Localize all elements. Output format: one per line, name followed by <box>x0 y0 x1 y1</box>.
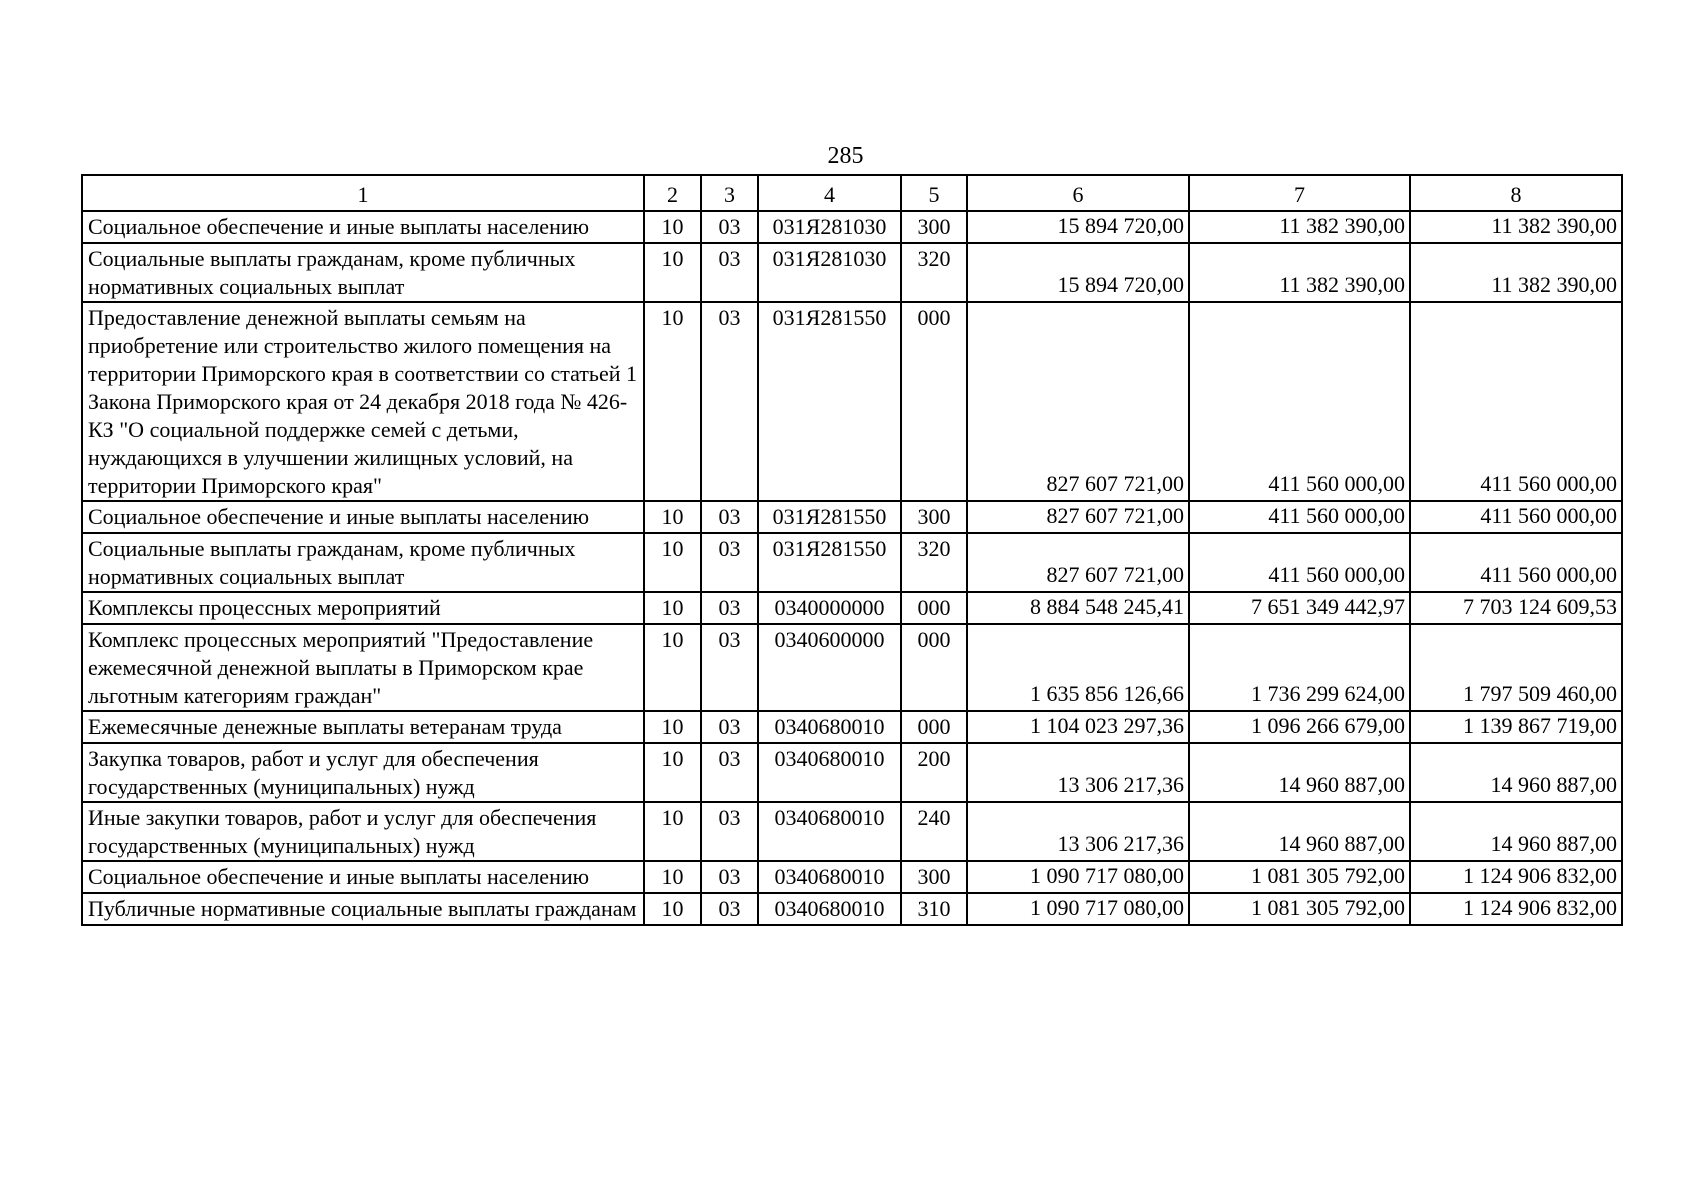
expense-type-code-cell: 300 <box>901 861 967 893</box>
section-code-cell: 10 <box>644 302 701 501</box>
header-cell: 4 <box>758 175 901 211</box>
expense-type-code-cell: 300 <box>901 211 967 243</box>
expense-type-code-cell: 320 <box>901 533 967 592</box>
amount-year2-cell: 14 960 887,00 <box>1189 802 1410 861</box>
target-item-code-cell: 0340680010 <box>758 893 901 925</box>
row-name-cell: Ежемесячные денежные выплаты ветеранам труда <box>82 711 644 743</box>
amount-year2-cell: 1 081 305 792,00 <box>1189 861 1410 893</box>
target-item-code-cell: 031Я281030 <box>758 211 901 243</box>
table-row <box>82 861 1622 893</box>
amount-year3-cell: 11 382 390,00 <box>1410 243 1622 302</box>
expense-type-code-cell: 240 <box>901 802 967 861</box>
row-name-cell: Социальное обеспечение и иные выплаты населению <box>82 501 644 533</box>
amount-year2-cell: 411 560 000,00 <box>1189 302 1410 501</box>
section-code-cell: 10 <box>644 243 701 302</box>
amount-year1-cell: 1 090 717 080,00 <box>967 861 1189 893</box>
expense-type-code-cell: 200 <box>901 743 967 802</box>
section-code-cell: 10 <box>644 711 701 743</box>
amount-year1-cell: 13 306 217,36 <box>967 743 1189 802</box>
amount-year3-cell: 1 139 867 719,00 <box>1410 711 1622 743</box>
target-item-code-cell: 0340600000 <box>758 624 901 711</box>
expense-type-code-cell: 000 <box>901 302 967 501</box>
target-item-code-cell: 031Я281550 <box>758 302 901 501</box>
amount-year3-cell: 411 560 000,00 <box>1410 533 1622 592</box>
target-item-code-cell: 031Я281550 <box>758 501 901 533</box>
budget-table <box>81 174 1623 926</box>
section-code-cell: 10 <box>644 893 701 925</box>
amount-year1-cell: 1 635 856 126,66 <box>967 624 1189 711</box>
section-code-cell: 10 <box>644 861 701 893</box>
header-cell: 8 <box>1410 175 1622 211</box>
amount-year3-cell: 14 960 887,00 <box>1410 802 1622 861</box>
amount-year2-cell: 1 096 266 679,00 <box>1189 711 1410 743</box>
amount-year2-cell: 14 960 887,00 <box>1189 743 1410 802</box>
subsection-code-cell: 03 <box>701 743 758 802</box>
section-code-cell: 10 <box>644 624 701 711</box>
table-row <box>82 211 1622 243</box>
row-name-cell: Предоставление денежной выплаты семьям на приобретение или строительство жилого помещения на территории Приморского края в соответствии со статьей 1 Закона Приморского края от 24 декабря 2018 года № 426-КЗ "О социальной поддержке семей с детьми, нуждающихся в улучшении жилищных условий, на территории Приморского края" <box>82 302 644 501</box>
target-item-code-cell: 031Я281030 <box>758 243 901 302</box>
target-item-code-cell: 0340680010 <box>758 711 901 743</box>
section-code-cell: 10 <box>644 211 701 243</box>
amount-year3-cell: 1 124 906 832,00 <box>1410 893 1622 925</box>
table-row <box>82 802 1622 861</box>
page-number: 285 <box>827 143 864 169</box>
amount-year1-cell: 827 607 721,00 <box>967 302 1189 501</box>
table-row <box>82 533 1622 592</box>
amount-year3-cell: 411 560 000,00 <box>1410 302 1622 501</box>
row-name-cell: Публичные нормативные социальные выплаты гражданам <box>82 893 644 925</box>
section-code-cell: 10 <box>644 592 701 624</box>
row-name-cell: Закупка товаров, работ и услуг для обеспечения государственных (муниципальных) нужд <box>82 743 644 802</box>
amount-year1-cell: 15 894 720,00 <box>967 243 1189 302</box>
table-row <box>82 624 1622 711</box>
expense-type-code-cell: 320 <box>901 243 967 302</box>
target-item-code-cell: 0340000000 <box>758 592 901 624</box>
table-row <box>82 711 1622 743</box>
amount-year3-cell: 7 703 124 609,53 <box>1410 592 1622 624</box>
subsection-code-cell: 03 <box>701 243 758 302</box>
table-row <box>82 893 1622 925</box>
header-cell: 2 <box>644 175 701 211</box>
expense-type-code-cell: 000 <box>901 592 967 624</box>
subsection-code-cell: 03 <box>701 501 758 533</box>
subsection-code-cell: 03 <box>701 592 758 624</box>
amount-year3-cell: 1 124 906 832,00 <box>1410 861 1622 893</box>
amount-year3-cell: 14 960 887,00 <box>1410 743 1622 802</box>
amount-year2-cell: 7 651 349 442,97 <box>1189 592 1410 624</box>
header-cell: 3 <box>701 175 758 211</box>
section-code-cell: 10 <box>644 501 701 533</box>
table-row <box>82 501 1622 533</box>
subsection-code-cell: 03 <box>701 624 758 711</box>
subsection-code-cell: 03 <box>701 211 758 243</box>
amount-year2-cell: 11 382 390,00 <box>1189 211 1410 243</box>
target-item-code-cell: 0340680010 <box>758 861 901 893</box>
row-name-cell: Комплекс процессных мероприятий "Предоставление ежемесячной денежной выплаты в Приморском крае льготным категориям граждан" <box>82 624 644 711</box>
target-item-code-cell: 0340680010 <box>758 743 901 802</box>
target-item-code-cell: 0340680010 <box>758 802 901 861</box>
subsection-code-cell: 03 <box>701 533 758 592</box>
row-name-cell: Иные закупки товаров, работ и услуг для обеспечения государственных (муниципальных) нужд <box>82 802 644 861</box>
amount-year2-cell: 1 736 299 624,00 <box>1189 624 1410 711</box>
amount-year2-cell: 1 081 305 792,00 <box>1189 893 1410 925</box>
header-cell: 6 <box>967 175 1189 211</box>
section-code-cell: 10 <box>644 533 701 592</box>
subsection-code-cell: 03 <box>701 711 758 743</box>
amount-year1-cell: 827 607 721,00 <box>967 501 1189 533</box>
subsection-code-cell: 03 <box>701 802 758 861</box>
expense-type-code-cell: 300 <box>901 501 967 533</box>
expense-type-code-cell: 000 <box>901 624 967 711</box>
row-name-cell: Социальные выплаты гражданам, кроме публичных нормативных социальных выплат <box>82 243 644 302</box>
section-code-cell: 10 <box>644 802 701 861</box>
amount-year2-cell: 11 382 390,00 <box>1189 243 1410 302</box>
target-item-code-cell: 031Я281550 <box>758 533 901 592</box>
amount-year1-cell: 15 894 720,00 <box>967 211 1189 243</box>
subsection-code-cell: 03 <box>701 302 758 501</box>
expense-type-code-cell: 000 <box>901 711 967 743</box>
header-cell: 5 <box>901 175 967 211</box>
header-cell: 7 <box>1189 175 1410 211</box>
amount-year3-cell: 11 382 390,00 <box>1410 211 1622 243</box>
table-row <box>82 592 1622 624</box>
amount-year1-cell: 1 090 717 080,00 <box>967 893 1189 925</box>
amount-year1-cell: 13 306 217,36 <box>967 802 1189 861</box>
amount-year1-cell: 827 607 721,00 <box>967 533 1189 592</box>
amount-year1-cell: 1 104 023 297,36 <box>967 711 1189 743</box>
amount-year2-cell: 411 560 000,00 <box>1189 501 1410 533</box>
expense-type-code-cell: 310 <box>901 893 967 925</box>
row-name-cell: Социальные выплаты гражданам, кроме публичных нормативных социальных выплат <box>82 533 644 592</box>
table-row <box>82 743 1622 802</box>
section-code-cell: 10 <box>644 743 701 802</box>
row-name-cell: Социальное обеспечение и иные выплаты населению <box>82 861 644 893</box>
header-cell: 1 <box>82 175 644 211</box>
row-name-cell: Социальное обеспечение и иные выплаты населению <box>82 211 644 243</box>
table-row <box>82 243 1622 302</box>
amount-year1-cell: 8 884 548 245,41 <box>967 592 1189 624</box>
header-row <box>82 175 1622 211</box>
subsection-code-cell: 03 <box>701 861 758 893</box>
table-row <box>82 302 1622 501</box>
amount-year2-cell: 411 560 000,00 <box>1189 533 1410 592</box>
row-name-cell: Комплексы процессных мероприятий <box>82 592 644 624</box>
amount-year3-cell: 411 560 000,00 <box>1410 501 1622 533</box>
subsection-code-cell: 03 <box>701 893 758 925</box>
amount-year3-cell: 1 797 509 460,00 <box>1410 624 1622 711</box>
